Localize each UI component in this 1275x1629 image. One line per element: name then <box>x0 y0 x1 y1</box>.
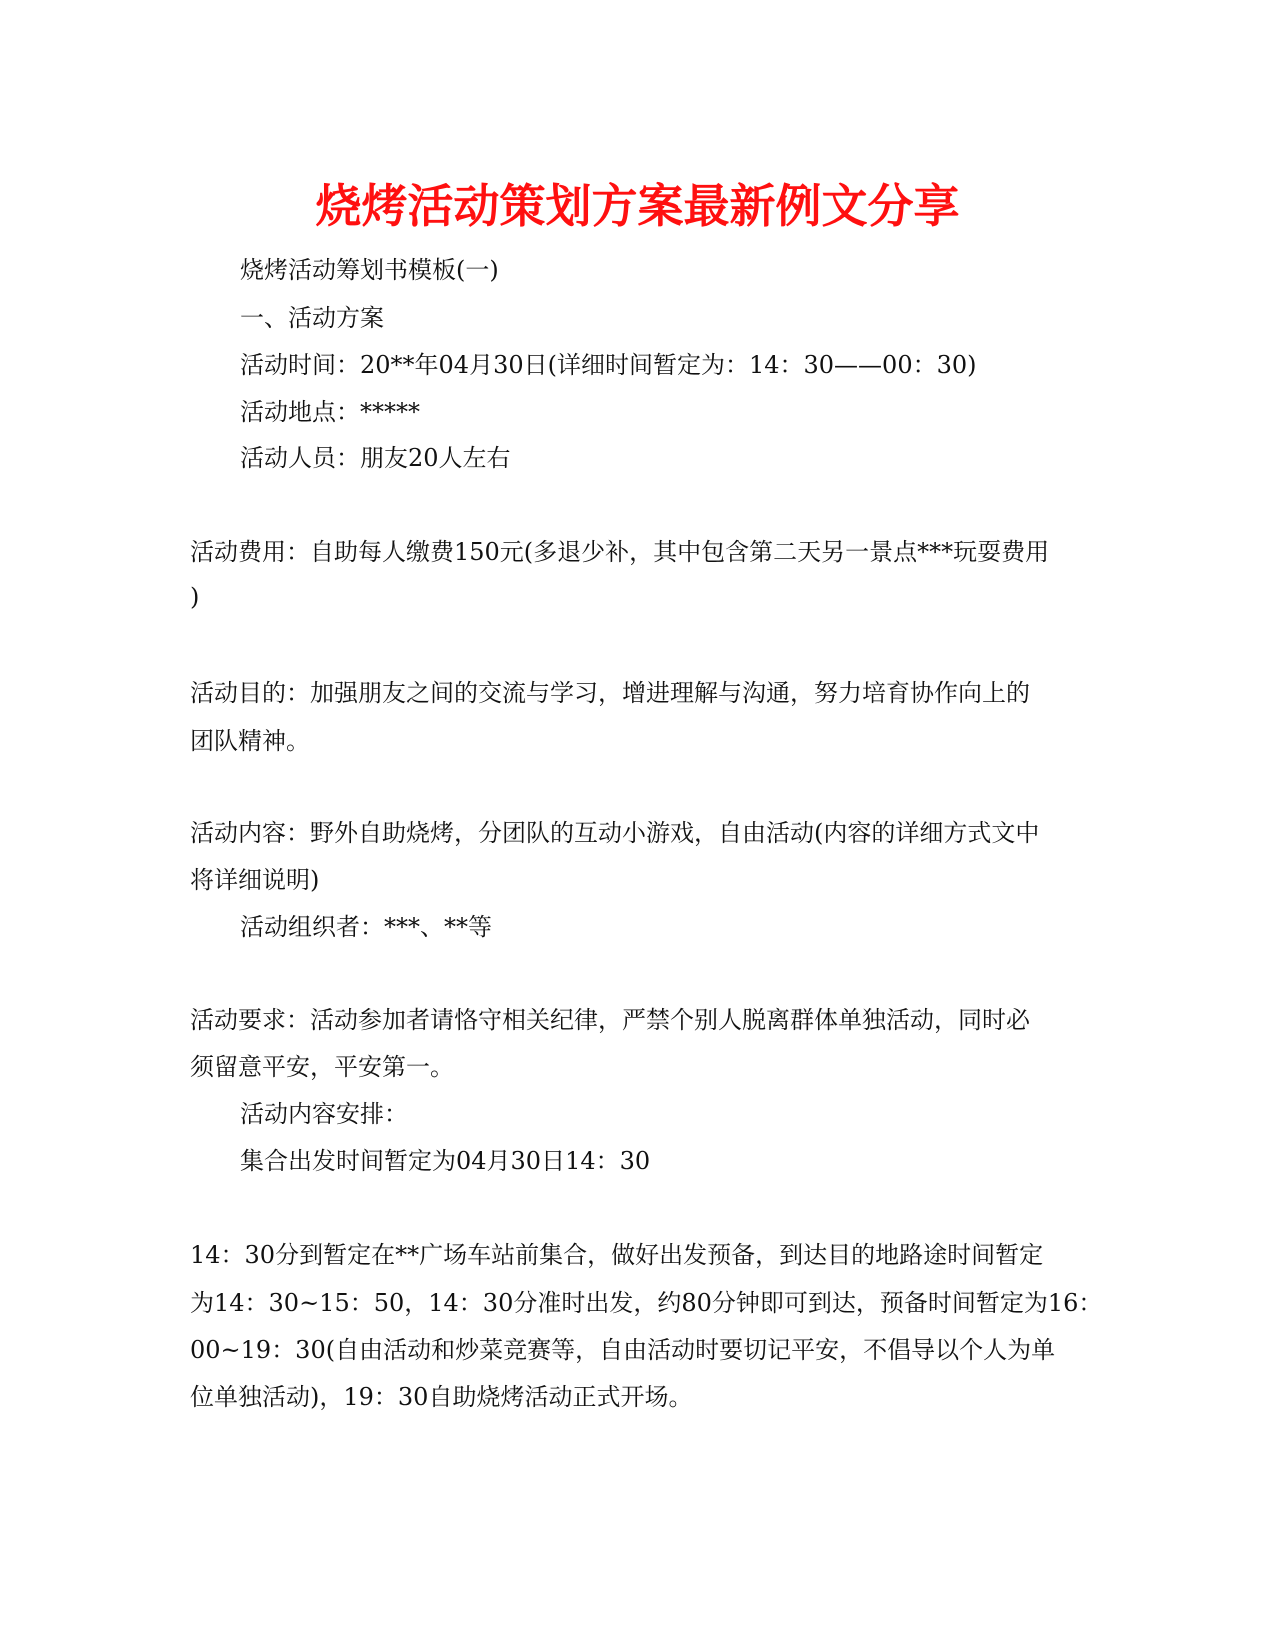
activity-time: 活动时间：20**年04月30日(详细时间暂定为：14：30——00：30) <box>240 351 977 379</box>
activity-content-line-2: 将详细说明) <box>190 866 320 894</box>
activity-purpose-line-2: 团队精神。 <box>190 727 310 755</box>
activity-organizers: 活动组织者：***、**等 <box>240 913 492 941</box>
activity-participants: 活动人员：朋友20人左右 <box>240 444 511 472</box>
schedule-line-4: 位单独活动)，19：30自助烧烤活动正式开场。 <box>190 1383 693 1411</box>
section-heading: 一、活动方案 <box>240 304 384 332</box>
departure-time: 集合出发时间暂定为04月30日14：30 <box>240 1147 651 1175</box>
schedule-heading: 活动内容安排： <box>240 1100 408 1128</box>
activity-location: 活动地点：***** <box>240 398 420 426</box>
activity-purpose-line-1: 活动目的：加强朋友之间的交流与学习，增进理解与沟通，努力培育协作向上的 <box>190 679 1030 707</box>
schedule-line-3: 00~19：30(自由活动和炒菜竞赛等，自由活动时要切记平安，不倡导以个人为单 <box>190 1336 1056 1364</box>
activity-fee-line-2: ) <box>190 583 200 611</box>
activity-content-line-1: 活动内容：野外自助烧烤，分团队的互动小游戏，自由活动(内容的详细方式文中 <box>190 819 1040 847</box>
activity-fee-line-1: 活动费用：自助每人缴费150元(多退少补，其中包含第二天另一景点***玩耍费用 <box>190 538 1050 566</box>
section-subtitle: 烧烤活动筹划书模板(一) <box>240 256 499 284</box>
activity-requirements-line-2: 须留意平安，平安第一。 <box>190 1053 454 1081</box>
schedule-line-2: 为14：30~15：50，14：30分准时出发，约80分钟即可到达，预备时间暂定为16： <box>190 1289 1103 1317</box>
document-title: 烧烤活动策划方案最新例文分享 <box>315 179 960 233</box>
schedule-line-1: 14：30分到暂定在**广场车站前集合，做好出发预备，到达目的地路途时间暂定 <box>190 1241 1044 1269</box>
activity-requirements-line-1: 活动要求：活动参加者请恪守相关纪律，严禁个别人脱离群体单独活动，同时必 <box>190 1006 1030 1034</box>
